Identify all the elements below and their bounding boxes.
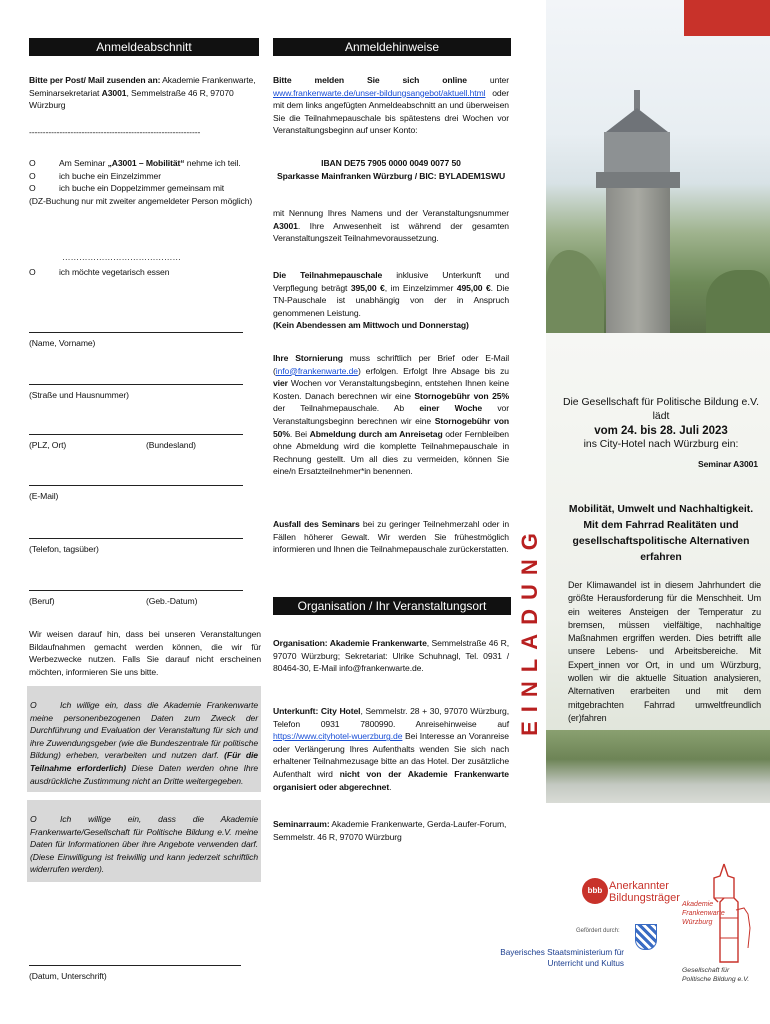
send-to-org: Akademie Frankenwarte, — [160, 75, 256, 85]
hotel-not-organised: nicht von der Akademie Frankenwarte organisiert oder abgerechnet — [273, 768, 509, 792]
opt4-text: ich möchte vegetarisch essen — [59, 267, 170, 277]
opt1-seminar: „A3001 – Mobilität“ — [107, 158, 185, 168]
fee-text-a: inklusive Unterkunft und Verpflegung beträgt — [273, 270, 509, 293]
bank-bic: Sparkasse Mainfranken Würzburg / BIC: BYLADEM1SWU — [276, 170, 506, 181]
seminar-room-text — [273, 818, 509, 843]
cancel-fee-25: Stornogebühr von 25% — [414, 390, 509, 401]
cancel-label: Ihre Stornierung — [273, 353, 343, 363]
birthdate-field-label: (Geb.-Datum) — [146, 596, 198, 606]
bank-details — [273, 157, 509, 182]
red-flag-shape — [684, 0, 770, 36]
seminar-cancel-label: Ausfall des Seminars — [273, 519, 360, 529]
garden-photo — [546, 730, 770, 803]
bavaria-coat-of-arms-icon — [635, 924, 657, 950]
checkbox-circle[interactable]: O — [29, 170, 36, 181]
tower-spire — [634, 90, 640, 110]
ministry-text — [500, 947, 624, 969]
fee-note: (Kein Abendessen am Mittwoch und Donnerstag) — [273, 320, 469, 331]
bbb-line1: Anerkannter — [609, 880, 669, 892]
bbb-line2: Bildungsträger — [609, 892, 680, 904]
fee-amount: 395,00 € — [350, 282, 385, 293]
name-field-label: (Name, Vorname) — [29, 338, 96, 348]
seminar-description: Der Klimawandel ist in diesem Jahrhundert die größte Herausforderung für die Menschheit. Um ein weiteres Ansteigen der Temperatur zu bremsen, müssen vielfältige, nachhaltige Maßnahmen ergriffen werden. Dies betrifft alle unsere Lebens- und Arbeitsbereiche. Mit Expert_innen vor Ort, in und um Würzburg, wollen wir die aktuelle Situation analysieren, Alternativen erarbeiten und mit dem mitgebrachten Fahrrad umweltfreundlich (er)fahren — [568, 580, 761, 723]
cancellation-text — [273, 352, 509, 478]
roommate-dots[interactable]: …………………………………… — [62, 252, 181, 262]
double-room-note: (DZ-Buchung nur mit zweiter angemeldeter Person möglich) — [29, 195, 253, 206]
room-label: Seminarraum: — [273, 819, 330, 829]
p1-text: unter — [466, 75, 509, 85]
name-field-line[interactable] — [29, 332, 243, 333]
tower-shaft — [606, 188, 670, 333]
job-field-line[interactable] — [29, 590, 243, 591]
send-to-label: Bitte per Post/ Mail zusenden an: — [29, 75, 161, 85]
cut-line: -------------------------------------------------------------- — [29, 127, 201, 137]
tower-photo — [546, 0, 770, 333]
vertical-title-wrap — [515, 490, 545, 770]
cancel-arrival-day: Abmeldung durch am Anreisetag — [309, 428, 443, 439]
city-field-line[interactable] — [29, 434, 243, 435]
funded-by-label: Gefördert durch: — [576, 928, 620, 934]
vertical-title: EINLADUNG — [517, 524, 542, 736]
seminar-cancellation-text — [273, 518, 509, 556]
state-field-label: (Bundesland) — [146, 440, 196, 450]
org-text: , Semmelstraße 46 R, 97070 Würzburg; Sekretariat: Ulrike Schuhnagl, Tel. 0931 / 80464-30, E-Mail info@frankenwarte.de. — [273, 638, 509, 674]
tower-balcony — [596, 172, 680, 188]
ministry-line2: Unterricht und Kultus — [547, 959, 624, 968]
fee-single-amount: 495,00 € — [456, 282, 491, 293]
fee-text-b: , im Einzelzimmer — [384, 282, 457, 293]
opt3-text: ich buche ein Doppelzimmer gemeinsam mit — [59, 183, 225, 194]
title-line3: gesellschaftspolitische Alternativen erfahren — [572, 536, 750, 563]
photo-notice: Wir weisen darauf hin, dass bei unseren Veranstaltungen Bildaufnahmen gemacht werden können, die wir für Werbezwecke nutzen. Falls Sie darauf nicht erscheinen möchten, informieren Sie uns bitte. — [29, 629, 261, 677]
akad-line1: Akademie — [682, 901, 714, 908]
hotel-text-a: , Semmelstr. 28 + 30, 97070 Würzburg, Telefon 0931 7800990. Anreisehinweise auf — [273, 706, 509, 729]
seminar-cancel-text: bei zu geringer Teilnehmerzahl oder in Fällen höherer Gewalt. Wir werden Sie frühestmöglich informieren und Ihnen die Teilnahmepauschale zurückerstatten. — [273, 519, 509, 555]
fee-label: Die Teilnahmepauschale — [273, 270, 383, 280]
gpb-line2: Politische Bildung e.V. — [682, 976, 750, 983]
invitation-text — [556, 396, 766, 452]
registration-form-header: Anmeldeabschnitt — [29, 38, 259, 56]
cancel-text-e: vor Veranstaltungsbeginn berechnen wir eine — [273, 403, 509, 426]
gpb-line1: Gesellschaft für — [682, 967, 730, 974]
consent1-checkbox[interactable]: O — [30, 700, 37, 710]
online-registration-text — [273, 74, 509, 137]
consent2-checkbox[interactable]: O — [30, 814, 37, 824]
registration-link[interactable]: www.frankenwarte.de/unser-bildungsangebot/aktuell.html — [273, 87, 486, 98]
invite-line3: ins City-Hotel nach Würzburg ein: — [583, 439, 739, 450]
invite-dates: vom 24. bis 28. Juli 2023 — [594, 425, 728, 437]
title-line2: Mit dem Fahrrad Realitäten und — [583, 520, 739, 531]
iban: IBAN DE75 7905 0000 0049 0077 50 — [321, 158, 461, 168]
cancel-one-week: einer Woche — [419, 403, 483, 414]
organisation-header: Organisation / Ihr Veranstaltungsort — [273, 597, 511, 615]
send-to-line2c: , Semmelstraße 46 R, 97070 Würzburg — [29, 87, 234, 111]
consent1-text: Ich willige ein, dass die Akademie Frankenwarte meine personenbezogenen Daten zum Zweck der Durchführung und Evaluation der Veranstaltung für sich und ihre Zuwendungsgeber (wie die Bundeszentrale für politische Bildung) erheben, verarbeiten und nutzen darf. — [30, 700, 258, 761]
fee-text-c: . Die TN-Pauschale ist unabhängig von der in Anspruch genommenen Leistung. — [273, 282, 510, 318]
cancel-text-d: der Teilnahmepauschale. Ab — [273, 403, 420, 414]
opt2-text: ich buche ein Einzelzimmer — [59, 170, 162, 181]
send-to-address — [29, 74, 264, 112]
phone-field-line[interactable] — [29, 538, 243, 539]
tower-roof — [606, 108, 668, 132]
street-field-label: (Straße und Hausnummer) — [29, 390, 129, 400]
send-to-line2a: Seminarsekretariat — [29, 87, 102, 98]
checkbox-circle[interactable]: O — [29, 158, 36, 168]
options-list — [29, 157, 264, 207]
fee-text — [273, 269, 509, 332]
ministry-line1: Bayerisches Staatsministerium für — [500, 948, 624, 957]
bbb-logo-text — [609, 880, 680, 904]
hotel-link[interactable]: https://www.cityhotel-wuerzburg.de — [273, 731, 403, 742]
bbb-logo-icon: bbb — [582, 878, 608, 904]
hotel-label: Unterkunft: City Hotel — [273, 706, 361, 716]
checkbox-circle[interactable]: O — [29, 183, 36, 194]
cancel-four: vier — [273, 378, 288, 389]
cancel-text-a: muss schriftlich per Brief oder E-Mail ( — [273, 353, 509, 376]
consent1-required: (Für die Teilnahme erforderlich) — [30, 750, 258, 773]
p2-seminar-no: A3001 — [273, 220, 298, 231]
organisation-text — [273, 637, 509, 675]
phone-field-label: (Telefon, tagsüber) — [29, 544, 99, 554]
title-line1: Mobilität, Umwelt und Nachhaltigkeit. — [568, 504, 754, 515]
consent-box-2[interactable] — [27, 800, 261, 882]
option-vegetarian[interactable] — [29, 266, 264, 279]
cancel-text-f: . Bei — [289, 428, 310, 439]
signature-label: (Datum, Unterschrift) — [29, 971, 107, 981]
hotel-text-b: Bei Interesse an Voranreise oder Verlängerung Ihres Aufenthalts wenden Sie sich nach erhaltener Teilnahmezusage bitte an das Hotel. Der zusätzliche Aufenthalt wird — [273, 731, 509, 779]
send-to-seminar-no: A3001 — [101, 87, 127, 98]
consent-box-1[interactable] — [27, 686, 261, 792]
invite-line1: Die Gesellschaft für Politische Bildung e.V. lädt — [563, 397, 759, 422]
seminar-number: Seminar A3001 — [697, 459, 758, 469]
option-double-room[interactable] — [29, 182, 264, 195]
p1-text-end: oder mit dem links angefügten Anmeldeabschnitt an und überweisen Sie die Teilnahmepauschale bis spätestens drei Wochen vor Veranstaltungsbeginn auf unser Konto: — [273, 87, 509, 136]
signature-line[interactable] — [29, 965, 241, 966]
opt1-text: Am Seminar — [59, 158, 108, 168]
email-field-label: (E-Mail) — [29, 491, 59, 501]
consent1-text-end: Diese Daten werden ohne Ihre ausdrückliche Zustimmung nicht an Dritte weitergegeben. — [30, 762, 259, 786]
trees-right — [706, 270, 770, 333]
job-field-label: (Beruf) — [29, 596, 55, 606]
cancel-text-g: oder Fernbleiben ohne Abmeldung wird die komplette Teilnahmepauschale in Rechnung gestellt. Um all dies zu vermeiden, können Sie eine/n Ersatzteilnehmer*in benennen. — [273, 428, 509, 477]
email-link[interactable]: info@frankenwarte.de — [275, 365, 358, 376]
akad-line2: Frankenwarte — [682, 910, 725, 917]
accommodation-text — [273, 705, 509, 793]
street-field-line[interactable] — [29, 384, 243, 385]
cancel-text-c: Wochen vor Veranstaltungsbeginn, entstehen Ihnen keine Kosten. Danach berechnen wir eine — [273, 378, 509, 401]
p2-text: mit Nennung Ihres Namens und der Veranstaltungsnummer — [273, 208, 509, 218]
opt1-text-end: nehme ich teil. — [184, 158, 241, 168]
option-single-room[interactable] — [29, 170, 264, 183]
akademie-logo-text — [682, 900, 725, 927]
hotel-text-end: . — [389, 781, 392, 792]
akad-line3: Würzburg — [682, 919, 713, 926]
consent2-text: Ich willige ein, dass die Akademie Frankenwarte/Gesellschaft für Politische Bildung e.V. meine Daten für Informationen über ihre Angebote verwenden darf. (Diese Einwilligung ist freiwillig und kann jederzeit schriftlich widerrufen werden). — [30, 814, 258, 875]
seminar-title — [556, 502, 766, 566]
trees-left — [546, 250, 604, 333]
cancel-fee-50: Stornogebühr von 50% — [273, 415, 509, 439]
cancel-text-b: ) erfolgen. Erfolgt Ihre Absage bis zu — [357, 365, 509, 376]
registration-notes-header: Anmeldehinweise — [273, 38, 511, 56]
org-label: Organisation: Akademie Frankenwarte — [273, 638, 427, 648]
p2-text-end: . Ihre Anwesenheit ist während der gesamten Veranstaltungszeit Teilnahmevoraussetzung. — [273, 220, 509, 244]
room-text: Akademie Frankenwarte, Gerda-Laufer-Forum, Semmelstr. 46 R, 97070 Würzburg — [273, 819, 507, 842]
tower-top — [604, 132, 670, 172]
option-participate[interactable] — [29, 157, 264, 170]
email-field-line[interactable] — [29, 485, 243, 486]
reference-text — [273, 207, 509, 245]
checkbox-circle[interactable]: O — [29, 267, 36, 277]
p1-bold: Bitte melden Sie sich online — [273, 75, 467, 85]
city-field-label: (PLZ, Ort) — [29, 440, 67, 450]
gpb-text — [682, 966, 749, 984]
